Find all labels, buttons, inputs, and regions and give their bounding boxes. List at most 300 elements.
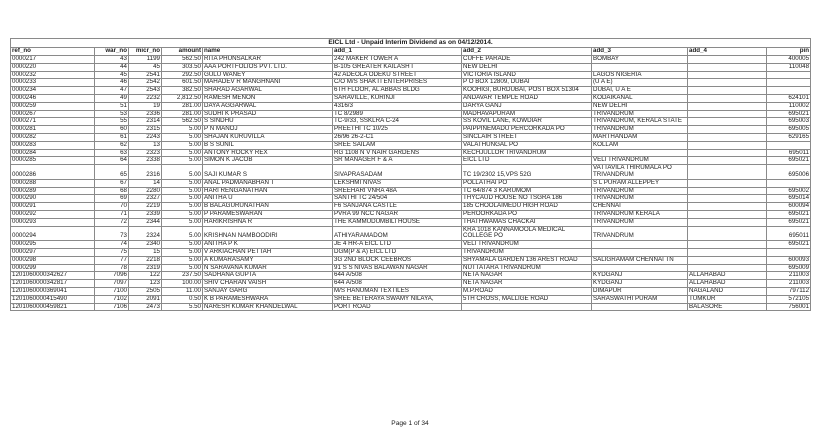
cell-micr_no: 1199 <box>129 56 162 64</box>
cell-add_1: TC-9/33, SSKLRA C-24 <box>333 118 462 126</box>
cell-war_no: 60 <box>95 126 129 134</box>
cell-pin: 110048 <box>767 63 811 71</box>
cell-war_no: 63 <box>95 149 129 157</box>
cell-name: SADHANA GUPTA <box>203 272 333 280</box>
cell-add_2: VELI TRIVANDRUM <box>462 241 592 249</box>
cell-ref_no: 0000271 <box>11 118 95 126</box>
cell-amount: 382.50 <box>162 87 203 95</box>
cell-war_no: 7096 <box>95 272 129 280</box>
cell-amount: 5.50 <box>162 303 203 311</box>
table-body <box>11 56 811 311</box>
cell-add_2: TC 64/874 3 KARUMOM <box>462 187 592 195</box>
cell-amount: 5.00 <box>162 149 203 157</box>
cell-add_3: SARASWATHI PURAM <box>592 295 688 303</box>
cell-add_2 <box>462 303 592 311</box>
cell-add_2: TC 19/2302 15,VPS 52G <box>462 165 592 180</box>
table-row <box>11 187 811 195</box>
table-row <box>11 141 811 149</box>
cell-amount: 5.00 <box>162 210 203 218</box>
table-row <box>11 71 811 79</box>
cell-name: HARIKRISHNA R <box>203 218 333 226</box>
cell-add_1: ATHIYARAMADOM <box>333 226 462 241</box>
cell-add_1: TC 8/2989 <box>333 110 462 118</box>
cell-add_4 <box>688 118 767 126</box>
cell-add_4: ALLAHABAD <box>688 272 767 280</box>
cell-add_1: 644 A/508 <box>333 280 462 288</box>
cell-war_no: 43 <box>95 56 129 64</box>
cell-add_3: KYDGANJ <box>592 280 688 288</box>
cell-ref_no: 0000281 <box>11 126 95 134</box>
cell-ref_no: 0000299 <box>11 264 95 272</box>
cell-name: HARI RENGANATHAN <box>203 187 333 195</box>
table-row <box>11 126 811 134</box>
cell-add_3: MARTHANDAM <box>592 133 688 141</box>
cell-name: P N MANOJ <box>203 126 333 134</box>
cell-pin: 695006 <box>767 165 811 180</box>
cell-add_1: JE 4 HR-A EICL LTD <box>333 241 462 249</box>
cell-add_2: 185 CHOOLAIMEDU HIGH ROAD <box>462 203 592 211</box>
cell-add_1: B-105 GREATER KAILASH I <box>333 63 462 71</box>
cell-amount: 5.00 <box>162 165 203 180</box>
cell-add_1: RG 1108 N V NAIR GARDENS <box>333 149 462 157</box>
cell-add_3 <box>592 241 688 249</box>
cell-name: SUDHI K PRASAD <box>203 110 333 118</box>
cell-pin <box>767 71 811 79</box>
cell-add_4 <box>688 187 767 195</box>
cell-micr_no: 2344 <box>129 218 162 226</box>
cell-micr_no: 2327 <box>129 195 162 203</box>
cell-ref_no: 1201060000369041 <box>11 287 95 295</box>
cell-add_4 <box>688 79 767 87</box>
cell-add_2: KRA 1018 KANNAMOOLA MEDICAL COLLEGE PO <box>462 226 592 241</box>
cell-micr_no: 2542 <box>129 79 162 87</box>
cell-pin: 756001 <box>767 303 811 311</box>
cell-amount: 100.00 <box>162 280 203 288</box>
cell-war_no: 45 <box>95 71 129 79</box>
cell-pin: 211003 <box>767 280 811 288</box>
cell-add_3: NEW DELHI <box>592 102 688 110</box>
column-header: add_2 <box>462 48 592 56</box>
cell-add_1: SARAVILLE, KURINJI <box>333 94 462 102</box>
cell-pin: 211003 <box>767 272 811 280</box>
cell-micr_no: 2338 <box>129 157 162 165</box>
cell-add_3: TRIVANDRUM <box>592 187 688 195</box>
cell-micr_no: 2319 <box>129 264 162 272</box>
table-row <box>11 165 811 180</box>
cell-amount: 5.00 <box>162 195 203 203</box>
header-row <box>11 48 811 56</box>
cell-ref_no: 0000220 <box>11 63 95 71</box>
cell-name: DAYA AGGARWAL <box>203 102 333 110</box>
cell-amount: 281.00 <box>162 102 203 110</box>
report-sheet <box>10 38 810 311</box>
column-header: war_no <box>95 48 129 56</box>
cell-war_no: 51 <box>95 102 129 110</box>
cell-add_2: NETA NAGAR <box>462 272 592 280</box>
cell-pin: 695003 <box>767 118 811 126</box>
cell-add_4 <box>688 218 767 226</box>
cell-add_1: DGM(P & A) EICL LTD <box>333 248 462 256</box>
cell-add_4 <box>688 248 767 256</box>
table-row <box>11 110 811 118</box>
cell-war_no: 44 <box>95 63 129 71</box>
cell-ref_no: 0000234 <box>11 87 95 95</box>
cell-add_3: KODAIKANAL <box>592 94 688 102</box>
cell-micr_no: 2315 <box>129 126 162 134</box>
cell-amount: 5.00 <box>162 264 203 272</box>
cell-ref_no: 1201060000342627 <box>11 272 95 280</box>
table-row <box>11 280 811 288</box>
cell-add_1: 3G 2ND BLOCK CEEBROS <box>333 256 462 264</box>
cell-add_4 <box>688 203 767 211</box>
cell-add_1: SREE SAILAM <box>333 141 462 149</box>
cell-war_no: 74 <box>95 241 129 249</box>
cell-micr_no: 2473 <box>129 303 162 311</box>
cell-pin <box>767 79 811 87</box>
cell-war_no: 64 <box>95 157 129 165</box>
cell-pin: 695014 <box>767 195 811 203</box>
cell-name: ANTONY ROCKY REX <box>203 149 333 157</box>
cell-pin: 695021 <box>767 210 811 218</box>
cell-add_3: LAGOS NIGERIA <box>592 71 688 79</box>
cell-add_4 <box>688 195 767 203</box>
cell-pin: 695011 <box>767 149 811 157</box>
cell-add_2: KECHJULLOR TRIVANDRUM <box>462 149 592 157</box>
cell-name: B S SUNIL <box>203 141 333 149</box>
cell-amount: 5.00 <box>162 248 203 256</box>
cell-add_4 <box>688 71 767 79</box>
cell-amount: 2,812.50 <box>162 94 203 102</box>
cell-micr_no: 2324 <box>129 226 162 241</box>
cell-pin <box>767 248 811 256</box>
cell-name: SHARAD AGARWAL <box>203 87 333 95</box>
cell-add_3: TRIVANDRUM, KERALA STATE <box>592 118 688 126</box>
cell-war_no: 70 <box>95 203 129 211</box>
cell-micr_no: 19 <box>129 102 162 110</box>
cell-ref_no: 0000292 <box>11 210 95 218</box>
cell-micr_no: 2232 <box>129 94 162 102</box>
cell-war_no: 78 <box>95 264 129 272</box>
cell-name: RITA PHUNSALKAR <box>203 56 333 64</box>
cell-ref_no: 0000282 <box>11 133 95 141</box>
cell-name: KRISHNAN NAMBOODIRI <box>203 226 333 241</box>
cell-name: S SINDHU <box>203 118 333 126</box>
cell-name: SHIV CHARAN VAISH <box>203 280 333 288</box>
cell-name: GULU WANEY <box>203 71 333 79</box>
cell-add_1: PVRA 99 NCC NAGAR <box>333 210 462 218</box>
cell-micr_no: 2541 <box>129 71 162 79</box>
cell-add_2: ANDAVAR TEMPLE ROAD <box>462 94 592 102</box>
cell-pin: 695005 <box>767 126 811 134</box>
cell-ref_no: 0000289 <box>11 187 95 195</box>
cell-name: RAMESH MENON <box>203 94 333 102</box>
cell-ref_no: 0000297 <box>11 248 95 256</box>
table-row <box>11 256 811 264</box>
table-row <box>11 87 811 95</box>
table-row <box>11 56 811 64</box>
cell-name: A KUMARASAMY <box>203 256 333 264</box>
cell-name: P PARAMESWARAN <box>203 210 333 218</box>
cell-pin: 695011 <box>767 226 811 241</box>
table-row <box>11 226 811 241</box>
cell-add_1: LEKSHMI NIVAS <box>333 179 462 187</box>
cell-war_no: 7106 <box>95 303 129 311</box>
cell-name: V ARKIACHAN PETTAH <box>203 248 333 256</box>
cell-ref_no: 0000284 <box>11 149 95 157</box>
cell-war_no: 47 <box>95 87 129 95</box>
cell-name: MAHADEV R MANGHNANI <box>203 79 333 87</box>
cell-war_no: 72 <box>95 218 129 226</box>
cell-add_2: SINCLAIR STREET <box>462 133 592 141</box>
cell-micr_no: 15 <box>129 248 162 256</box>
cell-amount: 5.00 <box>162 157 203 165</box>
cell-micr_no: 13 <box>129 141 162 149</box>
cell-name: N SARAVANA KUMAR <box>203 264 333 272</box>
table-row <box>11 63 811 71</box>
cell-war_no: 46 <box>95 79 129 87</box>
cell-add_2: THYCAUD HOUSE NO TSGRA 186 <box>462 195 592 203</box>
cell-add_3: S L PURAM ALLEPPEY <box>592 179 688 187</box>
cell-add_4 <box>688 56 767 64</box>
cell-amount: 5.00 <box>162 218 203 226</box>
cell-add_4 <box>688 179 767 187</box>
table-row <box>11 133 811 141</box>
cell-ref_no: 0000286 <box>11 165 95 180</box>
cell-amount: 5.00 <box>162 133 203 141</box>
cell-micr_no: 2543 <box>129 87 162 95</box>
cell-amount: 601.50 <box>162 79 203 87</box>
cell-add_2: CUFFE PARADE <box>462 56 592 64</box>
cell-micr_no: 122 <box>129 272 162 280</box>
cell-micr_no: 2219 <box>129 203 162 211</box>
cell-add_4: TUMKUR <box>688 295 767 303</box>
cell-add_4 <box>688 256 767 264</box>
table-row <box>11 149 811 157</box>
table-row <box>11 241 811 249</box>
cell-ref_no: 0000259 <box>11 102 95 110</box>
cell-name: SIMON K JACOB <box>203 157 333 165</box>
table-row <box>11 203 811 211</box>
cell-amount: 303.50 <box>162 63 203 71</box>
cell-pin: 695021 <box>767 241 811 249</box>
cell-add_1: PREETHI TC 10/25 <box>333 126 462 134</box>
page-number: Page 1 of 34 <box>391 420 429 427</box>
cell-pin <box>767 141 811 149</box>
cell-add_4: BALASORE <box>688 303 767 311</box>
cell-ref_no: 0000290 <box>11 195 95 203</box>
cell-add_2: EICL LTD <box>462 157 592 165</box>
cell-ref_no: 0000295 <box>11 241 95 249</box>
cell-amount: 292.50 <box>162 71 203 79</box>
column-header: amount <box>162 48 203 56</box>
cell-name: ANITHA U <box>203 195 333 203</box>
cell-ref_no: 1201060000342817 <box>11 280 95 288</box>
table-row <box>11 218 811 226</box>
cell-add_2: TRIVANDRUM <box>462 248 592 256</box>
cell-ref_no: 0000267 <box>11 110 95 118</box>
cell-add_2: SS KOVIL LANE, KOWDIAR <box>462 118 592 126</box>
cell-micr_no: 2316 <box>129 165 162 180</box>
cell-ref_no: 0000285 <box>11 157 95 165</box>
title-row <box>11 39 811 48</box>
cell-add_1: 242 MAKER TOWER A <box>333 56 462 64</box>
cell-add_3: BOMBAY <box>592 56 688 64</box>
cell-amount: 5.00 <box>162 187 203 195</box>
cell-name: SANJAY GARG <box>203 287 333 295</box>
table-row <box>11 157 811 165</box>
cell-add_4 <box>688 87 767 95</box>
cell-war_no: 67 <box>95 179 129 187</box>
cell-name: SAJI KUMAR S <box>203 165 333 180</box>
cell-add_3: (U A E) <box>592 79 688 87</box>
column-header: ref_no <box>11 48 95 56</box>
cell-add_1: 644 A/508 <box>333 272 462 280</box>
cell-add_4 <box>688 63 767 71</box>
cell-war_no: 7102 <box>95 295 129 303</box>
cell-ref_no: 1201060000415490 <box>11 295 95 303</box>
cell-add_2: NEW DELHI <box>462 63 592 71</box>
cell-micr_no: 2243 <box>129 133 162 141</box>
cell-ref_no: 1201060000459821 <box>11 303 95 311</box>
table-row <box>11 94 811 102</box>
cell-add_2: POLLATHAI PO <box>462 179 592 187</box>
table-row <box>11 79 811 87</box>
cell-pin: 797112 <box>767 287 811 295</box>
cell-pin: 695009 <box>767 264 811 272</box>
cell-add_4 <box>688 264 767 272</box>
cell-amount: 562.50 <box>162 118 203 126</box>
cell-add_4 <box>688 157 767 165</box>
cell-micr_no: 2339 <box>129 210 162 218</box>
cell-add_1: 91 S S NIVAS BALAWAN NAGAR <box>333 264 462 272</box>
cell-war_no: 49 <box>95 94 129 102</box>
cell-add_1: 26/96 26-2-C1 <box>333 133 462 141</box>
cell-pin: 572105 <box>767 295 811 303</box>
cell-pin: 695021 <box>767 157 811 165</box>
cell-pin: 695002 <box>767 187 811 195</box>
dividend-table <box>10 38 811 311</box>
cell-micr_no: 2336 <box>129 110 162 118</box>
table-row <box>11 118 811 126</box>
cell-add_4 <box>688 110 767 118</box>
cell-micr_no: 2314 <box>129 118 162 126</box>
cell-add_2: P O BOX 12809, DUBAI <box>462 79 592 87</box>
cell-add_1: M/S HANUMAN TEXTILES <box>333 287 462 295</box>
column-header: pin <box>767 48 811 56</box>
cell-ref_no: 0000246 <box>11 94 95 102</box>
cell-war_no: 68 <box>95 187 129 195</box>
cell-war_no: 55 <box>95 118 129 126</box>
cell-war_no: 75 <box>95 248 129 256</box>
cell-micr_no: 2340 <box>129 241 162 249</box>
cell-micr_no: 45 <box>129 63 162 71</box>
cell-add_3: TRIVANDRUM KERALA <box>592 210 688 218</box>
cell-amount: 5.00 <box>162 203 203 211</box>
cell-name: NARESH KUMAR KHANDELWAL <box>203 303 333 311</box>
cell-name: AAA PORTFOLIOS PVT. LTD. <box>203 63 333 71</box>
cell-name: SHAJAN KURUVILLA <box>203 133 333 141</box>
cell-pin: 600094 <box>767 203 811 211</box>
cell-add_4 <box>688 126 767 134</box>
cell-add_2: KOOHIGI, BURDUBAI, POST BOX 51304 <box>462 87 592 95</box>
table-row <box>11 248 811 256</box>
cell-add_4 <box>688 141 767 149</box>
cell-micr_no: 2280 <box>129 187 162 195</box>
cell-war_no: 65 <box>95 165 129 180</box>
cell-pin: 600093 <box>767 256 811 264</box>
cell-add_2: PEROORKADA PO <box>462 210 592 218</box>
cell-war_no: 61 <box>95 133 129 141</box>
column-header: micr_no <box>129 48 162 56</box>
cell-war_no: 73 <box>95 226 129 241</box>
cell-war_no: 69 <box>95 195 129 203</box>
cell-pin: 400005 <box>767 56 811 64</box>
cell-name: ANITHA P K <box>203 241 333 249</box>
cell-ref_no: 0000294 <box>11 226 95 241</box>
column-header: add_4 <box>688 48 767 56</box>
cell-add_4 <box>688 241 767 249</box>
cell-amount: 5.00 <box>162 256 203 264</box>
cell-add_1: F6 SANJANA CASTLE <box>333 203 462 211</box>
table-row <box>11 287 811 295</box>
cell-add_1: SREE BETERAYA SWAMY NILAYA, <box>333 295 462 303</box>
cell-add_4 <box>688 102 767 110</box>
cell-add_1: SANTHI TC 24/504 <box>333 195 462 203</box>
cell-pin: 110002 <box>767 102 811 110</box>
cell-add_2: PAIPPINEMADU PERCORKADA PO <box>462 126 592 134</box>
cell-add_2: VALATHUNGAL PO <box>462 141 592 149</box>
table-row <box>11 179 811 187</box>
cell-add_1: PORT ROAD <box>333 303 462 311</box>
cell-micr_no: 123 <box>129 280 162 288</box>
cell-war_no: 71 <box>95 210 129 218</box>
cell-micr_no: 2323 <box>129 149 162 157</box>
cell-ref_no: 0000298 <box>11 256 95 264</box>
cell-pin <box>767 87 811 95</box>
cell-add_3: TRIVANDRUM <box>592 126 688 134</box>
cell-micr_no: 2218 <box>129 256 162 264</box>
cell-name: K B PARAMESHWARA <box>203 295 333 303</box>
cell-add_3 <box>592 149 688 157</box>
column-header: add_1 <box>333 48 462 56</box>
cell-pin: 624101 <box>767 94 811 102</box>
cell-add_1: 6TH FLOOR, AL ABBAS BLDG <box>333 87 462 95</box>
cell-micr_no: 2091 <box>129 295 162 303</box>
table-row <box>11 210 811 218</box>
cell-add_3 <box>592 303 688 311</box>
cell-amount: 5.00 <box>162 179 203 187</box>
cell-add_4 <box>688 133 767 141</box>
cell-add_4: ALLAHABAD <box>688 280 767 288</box>
cell-ref_no: 0000291 <box>11 203 95 211</box>
cell-add_2: VICTORIA ISLAND <box>462 71 592 79</box>
cell-add_1: SIVAPRASADAM <box>333 165 462 180</box>
cell-add_3: TRIVANDRUM <box>592 195 688 203</box>
cell-add_2: M.P.ROAD <box>462 287 592 295</box>
cell-add_2: 5TH CROSS, MALLIGE ROAD <box>462 295 592 303</box>
cell-micr_no: 2505 <box>129 287 162 295</box>
cell-ref_no: 0000288 <box>11 179 95 187</box>
cell-add_3 <box>592 264 688 272</box>
cell-amount: 5.00 <box>162 226 203 241</box>
table-row <box>11 102 811 110</box>
cell-add_3: VATTAVILA THIRUMALA PO TRIVANDRUM <box>592 165 688 180</box>
cell-amount: 5.00 <box>162 241 203 249</box>
cell-add_2: DARYA GANJ <box>462 102 592 110</box>
cell-pin <box>767 179 811 187</box>
cell-add_3 <box>592 248 688 256</box>
cell-add_4 <box>688 149 767 157</box>
